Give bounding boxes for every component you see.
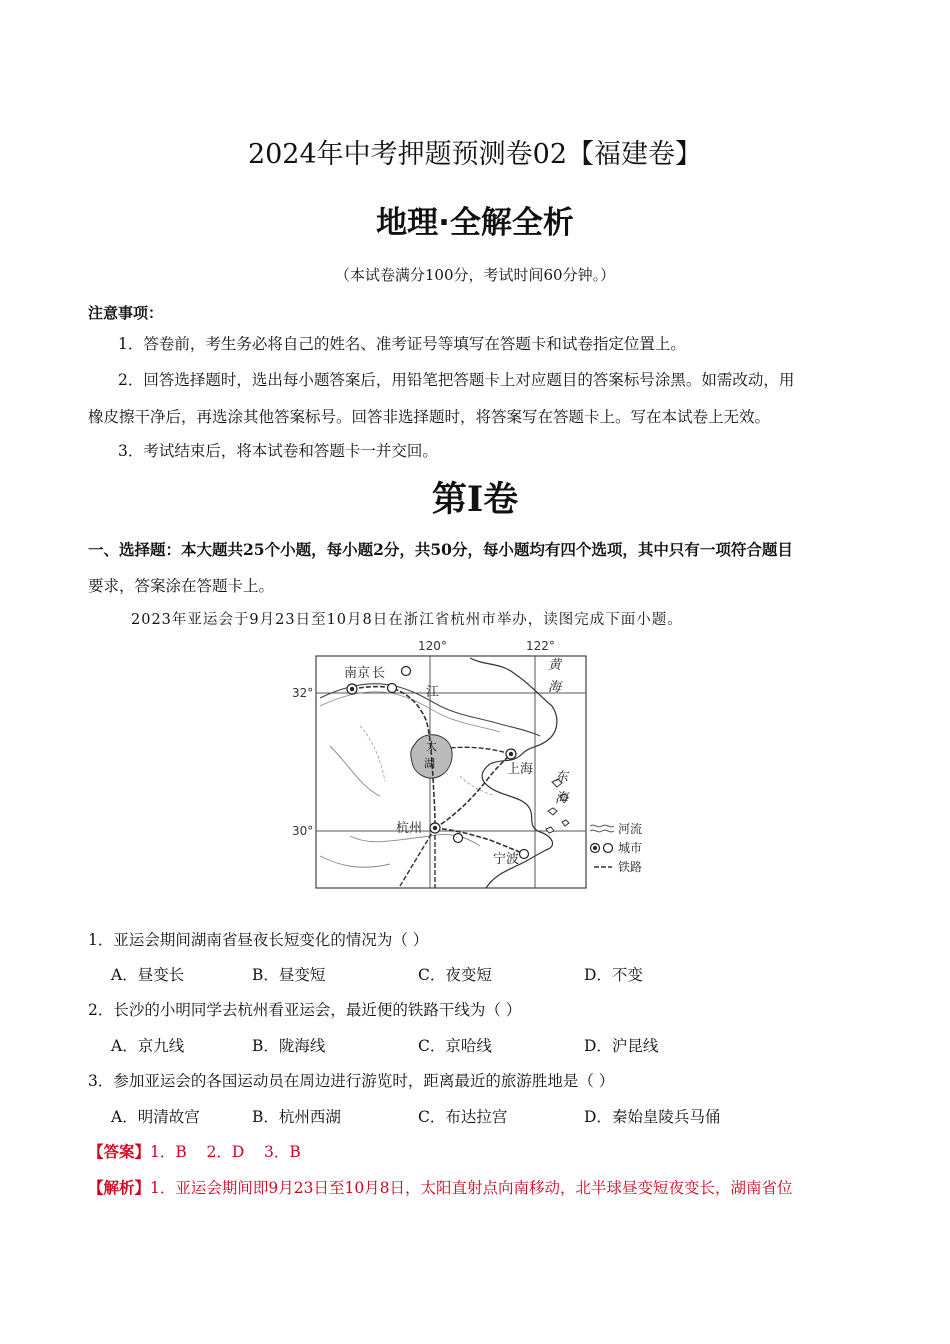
city-label-shanghai: 上海	[507, 762, 534, 777]
question-1-stem: 1．亚运会期间湖南省昼夜长短变化的情况为（ ）	[88, 931, 429, 949]
question-1-option-c: C．夜变短	[418, 966, 492, 984]
legend-city-label: 城市	[618, 841, 643, 855]
city-label-hangzhou: 杭州	[396, 821, 423, 836]
city-label-nanjing: 南京	[344, 666, 371, 681]
notice-heading: 注意事项：	[88, 304, 164, 322]
river-label-jiang: 江	[426, 685, 440, 700]
notice-item-1: 1．答卷前，考生务必将自己的姓名、准考证号等填写在答题卡和试卷指定位置上。	[118, 335, 686, 353]
lon-label-120: 120°	[418, 639, 447, 653]
question-3-option-c: C．布达拉宫	[418, 1108, 508, 1126]
analysis-label: 【解析】	[88, 1178, 151, 1197]
river-label-chang: 长	[372, 666, 386, 681]
answer-line	[88, 1140, 301, 1162]
question-2-option-b: B．陇海线	[252, 1037, 326, 1055]
volume-title: 第Ⅰ卷	[431, 479, 519, 520]
question-3-option-a: A．明清故宫	[111, 1108, 200, 1126]
lon-label-122: 122°	[526, 639, 555, 653]
question-1-option-a: A．昼变长	[111, 966, 185, 984]
document-title: 2024年中考押题预测卷02【福建卷】	[247, 139, 703, 170]
analysis-line	[88, 1176, 793, 1198]
document-subtitle: 地理·全解全析	[376, 205, 574, 241]
question-2-option-c: C．京哈线	[418, 1037, 492, 1055]
legend-railway-label: 铁路	[618, 860, 643, 874]
question-2-option-d: D．沪昆线	[584, 1037, 659, 1055]
analysis-text: 1．亚运会期间即9月23日至10月8日，太阳直射点向南移动，北半球昼变短夜变长，湖南省位	[150, 1179, 793, 1197]
question-2-option-a: A．京九线	[111, 1037, 185, 1055]
lake-label-hu: 湖	[424, 757, 435, 770]
section-heading-cont: 要求，答案涂在答题卡上。	[88, 577, 275, 595]
lat-label-30: 30°	[292, 824, 314, 838]
question-intro: 2023年亚运会于9月23日至10月8日在浙江省杭州市举办，读图完成下面小题。	[131, 612, 683, 628]
answer-label: 【答案】	[88, 1142, 151, 1161]
city-label-ningbo: 宁波	[493, 852, 520, 867]
section-heading: 一、选择题：本大题共25个小题，每小题2分，共50分，每小题均有四个选项，其中只有一项符合题目	[88, 540, 793, 559]
notice-item-2-cont: 橡皮擦干净后，再选涂其他答案标号。回答非选择题时，将答案写在答题卡上。写在本试卷上无效。	[88, 408, 771, 426]
notice-item-2: 2．回答选择题时，选出每小题答案后，用铅笔把答题卡上对应题目的答案标号涂黑。如需改动，用	[118, 371, 795, 389]
sea-label-huang: 黄	[548, 658, 562, 673]
question-1-option-d: D．不变	[584, 966, 643, 984]
question-1-option-b: B．昼变短	[252, 966, 326, 984]
question-3-stem: 3．参加亚运会的各国运动员在周边进行游览时，距离最近的旅游胜地是（ ）	[88, 1072, 615, 1090]
question-3-option-d: D．秦始皇陵兵马俑	[584, 1108, 721, 1126]
question-2-stem: 2．长沙的小明同学去杭州看亚运会，最近便的铁路干线为（ ）	[88, 1001, 522, 1019]
yangtze-delta-map	[290, 636, 660, 898]
sea-label-dong: 东	[555, 770, 569, 785]
legend-river-label: 河流	[618, 822, 643, 836]
answer-text: 1．B 2．D 3．B	[150, 1143, 301, 1161]
sea-label-hai-2: 海	[555, 791, 569, 806]
sea-label-hai: 海	[548, 680, 562, 695]
exam-info: （本试卷满分100分，考试时间60分钟。）	[334, 266, 616, 284]
question-3-option-b: B．杭州西湖	[252, 1108, 341, 1126]
notice-item-3: 3．考试结束后，将本试卷和答题卡一并交回。	[118, 442, 438, 460]
lake-label-tai: 太	[426, 740, 437, 753]
lat-label-32: 32°	[292, 686, 314, 700]
